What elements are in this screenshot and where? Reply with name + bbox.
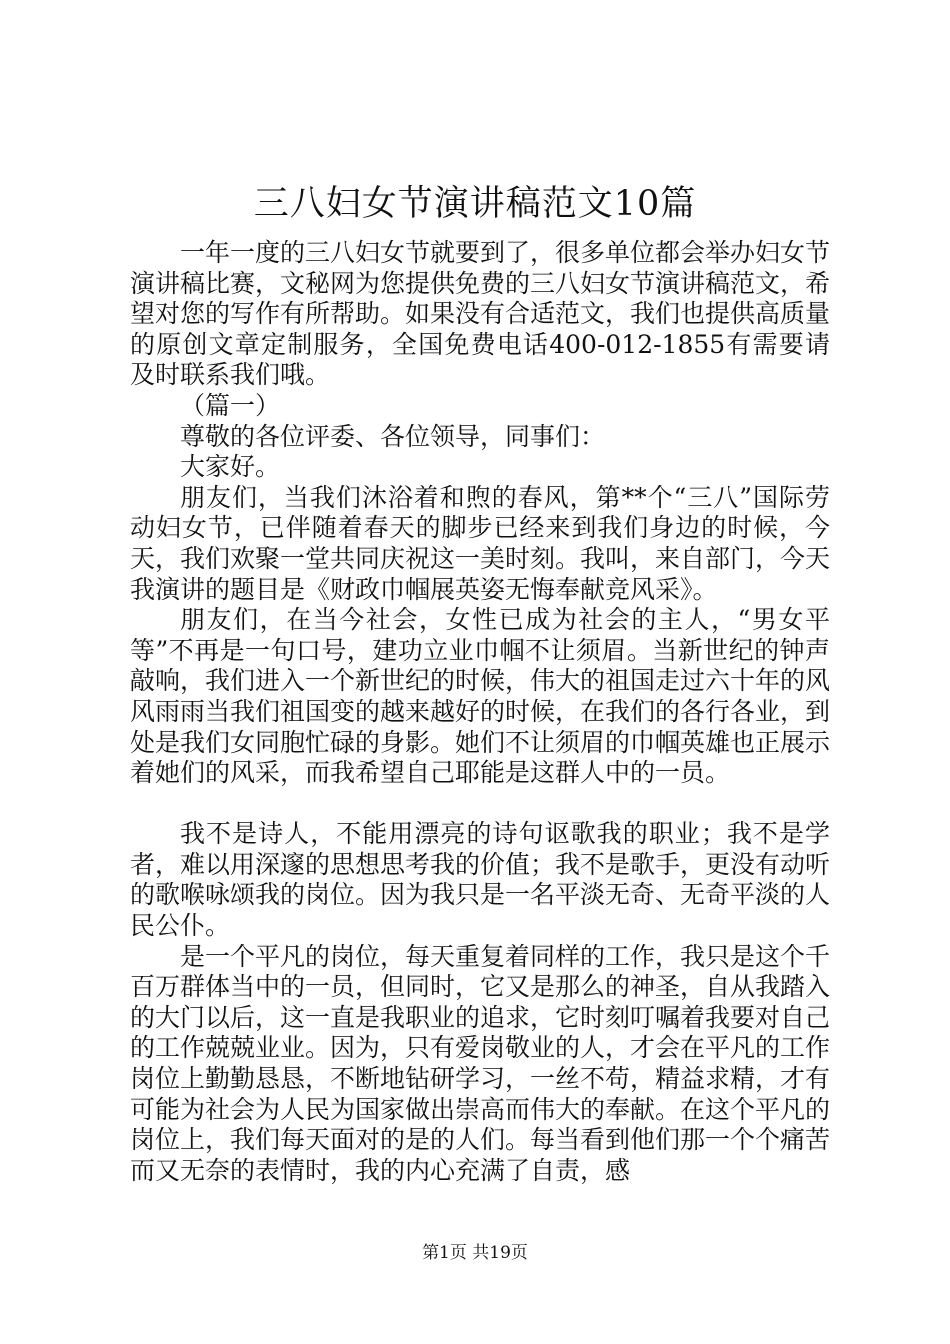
paragraph-body: 朋友们，当我们沐浴着和煦的春风，第**个“三八”国际劳动妇女节，已伴随着春天的脚步已经来到我们身边的时候，今天，我们欢聚一堂共同庆祝这一美时刻。我叫，来自部门，今天我演讲的题目是《财政巾帼展英姿无悔奉献竞风采》。 [130,482,831,604]
paragraph-body: 我不是诗人，不能用漂亮的诗句讴歌我的职业；我不是学者，难以用深邃的思想思考我的价值；我不是歌手，更没有动听的歌喉咏颂我的岗位。因为我只是一名平淡无奇、无奇平淡的人民公仆。 [130,819,831,941]
paragraph-greeting: 大家好。 [180,452,281,482]
paragraph-body: 是一个平凡的岗位，每天重复着同样的工作，我只是这个千百万群体当中的一员，但同时，它又是那么的神圣，自从我踏入的大门以后，这一直是我职业的追求，它时刻叮嘱着我要对自己的工作兢兢业业。因为，只有爱岗敬业的人，才会在平凡的工作岗位上勤勤恳恳，不断地钻研学习，一丝不苟，精益求精，才有可能为社会为人民为国家做出崇高而伟大的奉献。在这个平凡的岗位上，我们每天面对的是的人们。每当看到他们那一个个痛苦而又无奈的表情时，我的内心充满了自责，感 [130,941,831,1185]
paragraph-section-label: （篇一） [180,390,281,420]
paragraph-salutation: 尊敬的各位评委、各位领导，同事们： [180,421,606,451]
paragraph-body: 朋友们，在当今社会，女性已成为社会的主人，“男女平等”不再是一句口号，建功立业巾帼不让须眉。当新世纪的钟声敲响，我们进入一个新世纪的时候，伟大的祖国走过六十年的风风雨雨当我们祖国变的越来越好的时候，在我们的各行各业，到处是我们女同胞忙碌的身影。她们不让须眉的巾帼英雄也正展示着她们的风采，而我希望自己耶能是这群人中的一员。 [130,605,831,788]
document-title: 三八妇女节演讲稿范文10篇 [253,184,697,224]
document-body [130,238,830,1186]
page-number-footer: 第1页 共19页 [422,1243,528,1263]
paragraph-spacer [130,789,830,820]
paragraph-intro: 一年一度的三八妇女节就要到了，很多单位都会举办妇女节演讲稿比赛，文秘网为您提供免费的三八妇女节演讲稿范文，希望对您的写作有所帮助。如果没有合适范文，我们也提供高质量的原创文章定制服务，全国免费电话400-012-1855有需要请及时联系我们哦。 [130,238,831,390]
